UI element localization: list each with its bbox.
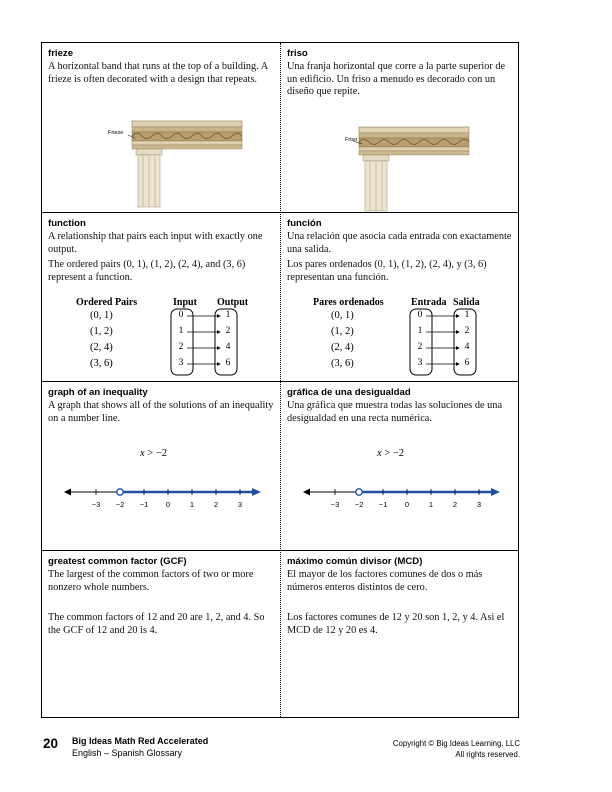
output-value: 6 xyxy=(225,358,231,368)
mapping-diagram xyxy=(281,291,520,381)
glossary-sheet xyxy=(41,42,519,718)
column-header-input: Entrada xyxy=(411,297,447,308)
card-funcion xyxy=(281,213,520,381)
number-line-graphic xyxy=(62,486,262,500)
term-heading: función xyxy=(287,218,322,229)
tick-label: 0 xyxy=(404,500,410,509)
card-friso xyxy=(281,43,520,212)
tick-label: 3 xyxy=(237,500,243,509)
right-arrow-icon xyxy=(491,488,500,496)
frieze-illustration xyxy=(102,119,252,209)
number-line xyxy=(62,486,262,516)
tick-label: 3 xyxy=(476,500,482,509)
example-text: The ordered pairs (0, 1), (1, 2), (2, 4), and (3, 6) represent a function. xyxy=(48,259,246,283)
ordered-pair: (1, 2) xyxy=(90,326,113,337)
card-function xyxy=(42,213,280,381)
left-arrow-icon xyxy=(64,489,71,496)
column-header-output: Salida xyxy=(453,297,480,308)
right-arrow-icon xyxy=(252,488,261,496)
term-heading: frieze xyxy=(48,48,74,59)
mapping-arrows xyxy=(281,291,520,381)
frieze-figure-label: Frieze xyxy=(108,130,124,136)
output-value: 1 xyxy=(464,310,470,320)
definition-text: A horizontal band that runs at the top of a building. A frieze is often decorated with a design that repeats. xyxy=(48,61,268,85)
inequality-value: −2 xyxy=(155,448,168,459)
output-value: 4 xyxy=(464,342,470,352)
input-value: 2 xyxy=(417,342,423,352)
term-heading: gráfica de una desigualdad xyxy=(287,387,411,398)
column-header-pairs: Ordered Pairs xyxy=(76,297,138,308)
tick-label: 0 xyxy=(165,500,171,509)
column-header-output: Output xyxy=(217,297,249,308)
ordered-pair: (0, 1) xyxy=(90,310,113,321)
tick-label: 2 xyxy=(452,500,458,509)
definition-text: A graph that shows all of the solutions of an inequality on a number line. xyxy=(48,400,274,424)
definition-text: Una franja horizontal que corre a la parte superior de un edificio. Un friso a menudo es decorado con un diseño que repite. xyxy=(287,61,506,98)
input-value: 0 xyxy=(417,310,423,320)
tick-label: −3 xyxy=(91,500,101,509)
ordered-pair: (2, 4) xyxy=(90,342,113,353)
input-value: 2 xyxy=(178,342,184,352)
term-heading: graph of an inequality xyxy=(48,387,148,398)
tick-label: 2 xyxy=(213,500,219,509)
input-value: 3 xyxy=(178,358,184,368)
ordered-pair: (3, 6) xyxy=(331,358,354,369)
term-heading: friso xyxy=(287,48,308,59)
card-mcd xyxy=(281,551,520,719)
output-value: 6 xyxy=(464,358,470,368)
input-value: 1 xyxy=(417,326,423,336)
inequality-operator: > xyxy=(147,448,154,459)
left-arrow-icon xyxy=(303,489,310,496)
inequality-value: −2 xyxy=(392,448,405,459)
mapping-diagram xyxy=(42,291,280,381)
example-text: The common factors of 12 and 20 are 1, 2, and 4. So the GCF of 12 and 20 is 4. xyxy=(48,612,265,636)
tick-label: 1 xyxy=(428,500,434,509)
open-circle xyxy=(117,489,123,495)
ordered-pair: (1, 2) xyxy=(331,326,354,337)
tick-label: −1 xyxy=(139,500,149,509)
tick-label: −2 xyxy=(354,500,364,509)
number-line xyxy=(301,486,501,516)
card-frieze xyxy=(42,43,280,212)
rights-text: All rights reserved. xyxy=(455,750,520,759)
term-heading: greatest common factor (GCF) xyxy=(48,556,187,567)
friso-figure-label: Friso xyxy=(345,137,358,143)
inequality-statement xyxy=(377,448,404,459)
output-value: 4 xyxy=(225,342,231,352)
input-value: 0 xyxy=(178,310,184,320)
ordered-pair: (3, 6) xyxy=(90,358,113,369)
term-heading: function xyxy=(48,218,86,229)
inequality-statement xyxy=(140,448,167,459)
card-gcf xyxy=(42,551,280,719)
definition-text: Una gráfica que muestra todas las soluciones de una desigualdad en una recta numérica. xyxy=(287,400,503,424)
open-circle xyxy=(356,489,362,495)
output-value: 2 xyxy=(464,326,470,336)
glossary-subtitle: English – Spanish Glossary xyxy=(72,748,183,758)
ordered-pair: (2, 4) xyxy=(331,342,354,353)
input-value: 3 xyxy=(417,358,423,368)
inequality-variable: x xyxy=(377,448,382,459)
output-value: 1 xyxy=(225,310,231,320)
tick-label: −3 xyxy=(330,500,340,509)
column-header-input: Input xyxy=(173,297,197,308)
example-text: Los factores comunes de 12 y 20 son 1, 2, y 4. Asi el MCD de 12 y 20 es 4. xyxy=(287,612,505,636)
card-grafica-desigualdad xyxy=(281,382,520,550)
output-value: 2 xyxy=(225,326,231,336)
inequality-variable: x xyxy=(140,448,145,459)
example-text: Los pares ordenados (0, 1), (1, 2), (2, 4), y (3, 6) representan una función. xyxy=(287,259,487,283)
number-line-graphic xyxy=(301,486,501,500)
inequality-operator: > xyxy=(384,448,391,459)
definition-text: El mayor de los factores comunes de dos o más números enteros distintos de cero. xyxy=(287,569,483,593)
definition-text: A relationship that pairs each input with exactly one output. xyxy=(48,231,263,255)
definition-text: The largest of the common factors of two or more nonzero whole numbers. xyxy=(48,569,254,593)
copyright-block xyxy=(393,738,520,760)
page-number: 20 xyxy=(43,736,59,751)
tick-label: 1 xyxy=(189,500,195,509)
mapping-arrows xyxy=(42,291,280,381)
ordered-pair: (0, 1) xyxy=(331,310,354,321)
definition-text: Una relación que asocia cada entrada con exactamente una salida. xyxy=(287,231,512,255)
term-heading: máximo común divisor (MCD) xyxy=(287,556,423,567)
card-graph-inequality xyxy=(42,382,280,550)
tick-label: −2 xyxy=(115,500,125,509)
tick-label: −1 xyxy=(378,500,388,509)
input-value: 1 xyxy=(178,326,184,336)
copyright-text: Copyright © Big Ideas Learning, LLC xyxy=(392,739,520,748)
book-title: Big Ideas Math Red Accelerated xyxy=(72,736,209,746)
column-header-pairs: Pares ordenados xyxy=(313,297,384,308)
